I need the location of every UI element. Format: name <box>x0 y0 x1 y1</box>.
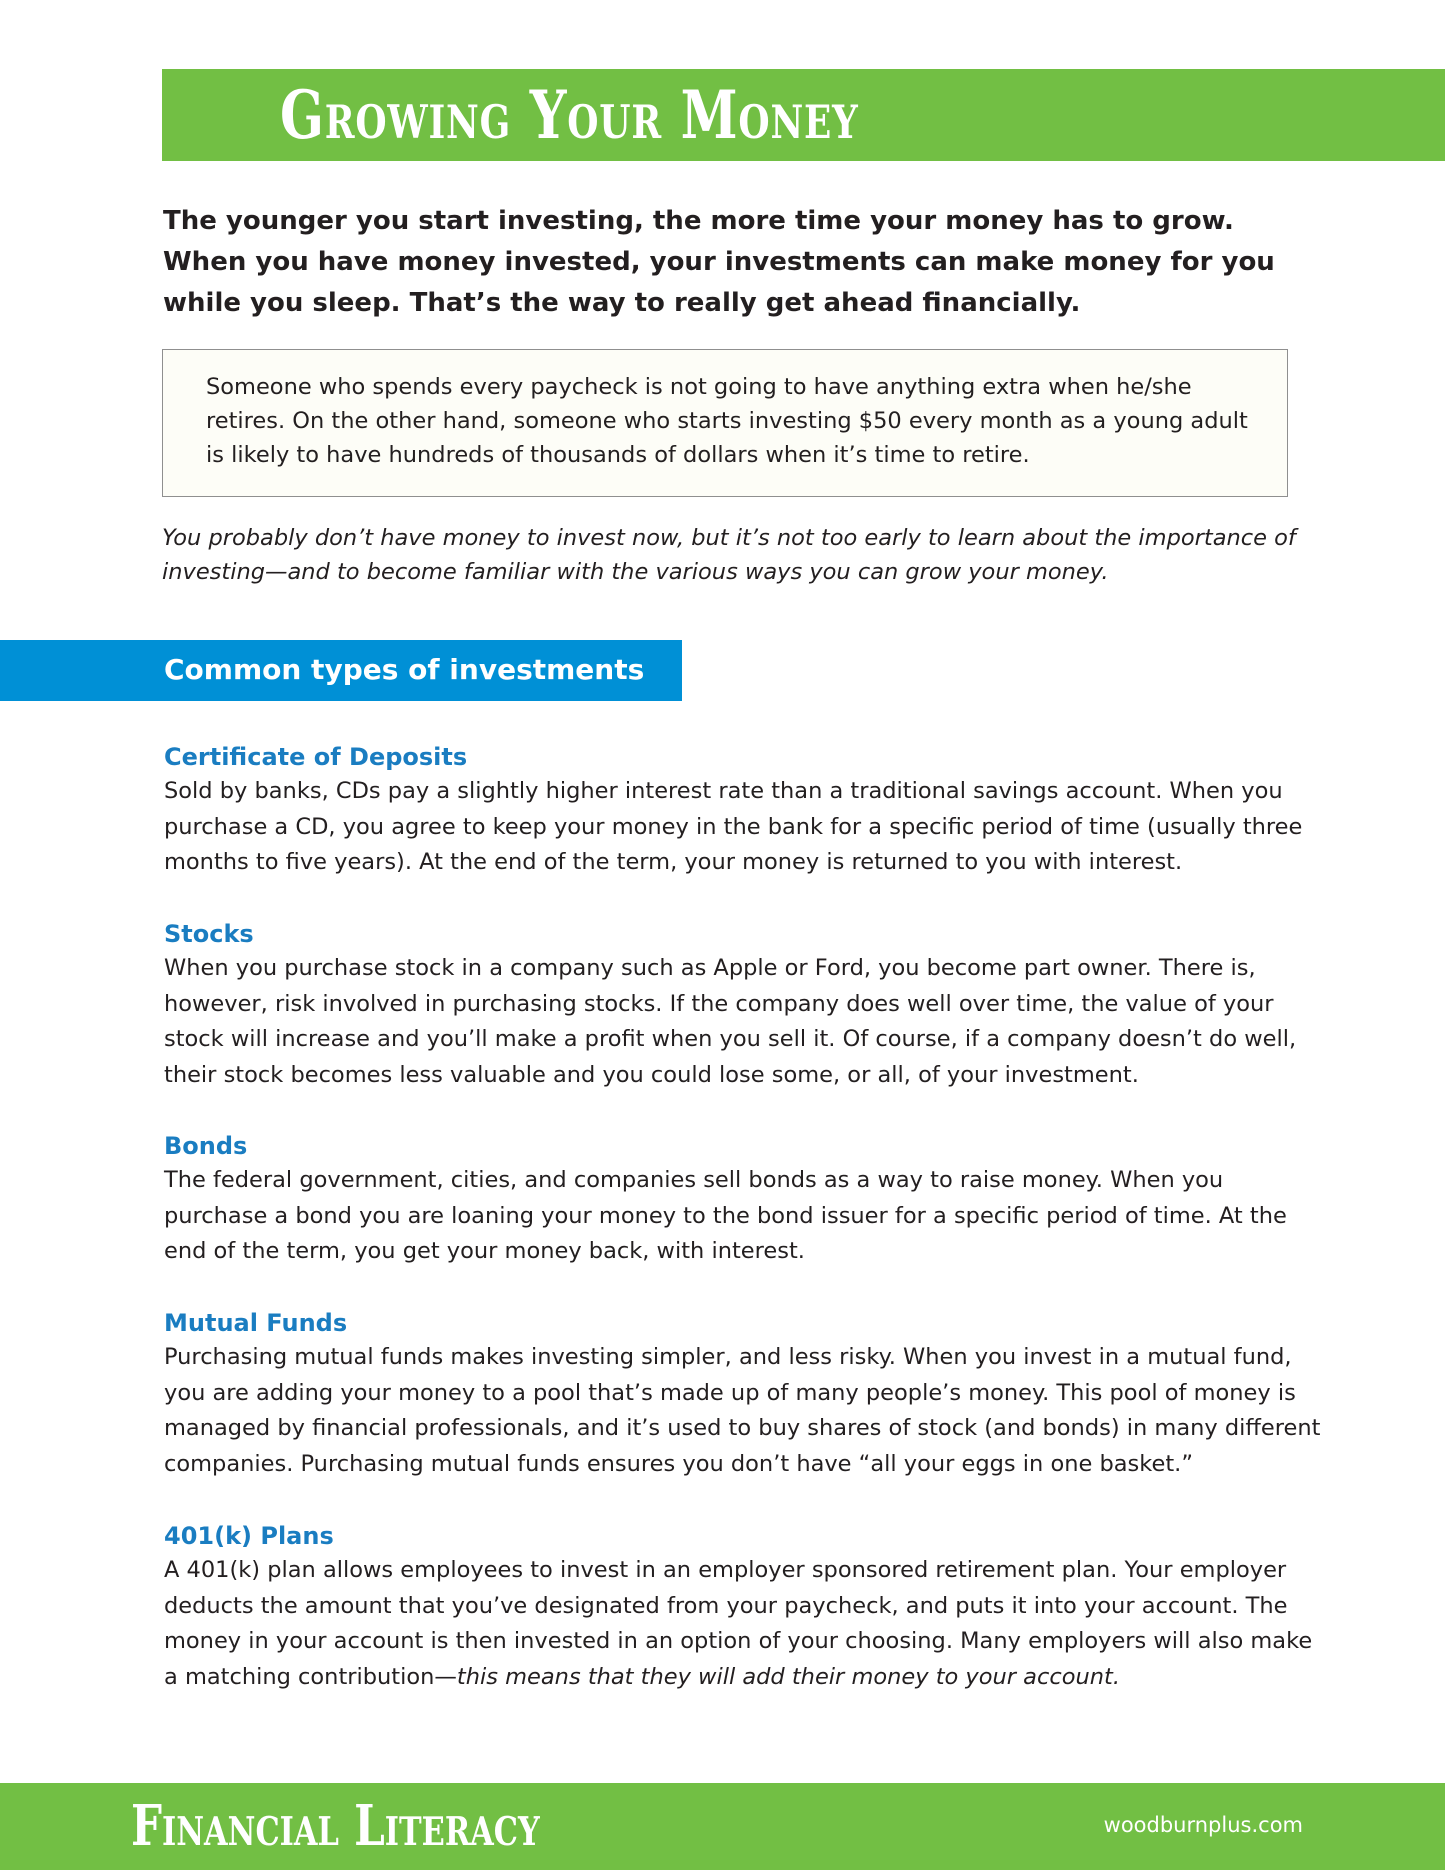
investment-cds <box>164 740 1324 881</box>
investment-401k <box>164 1519 1324 1695</box>
investment-title: Certificate of Deposits <box>164 743 468 771</box>
investment-description: Sold by banks, CDs pay a slightly higher interest rate than a traditional savings account. When you purchase a CD, you agree to keep your money in the bank for a specific period of time (usually three months to five years). At the end of the term, your money is returned to you with interest. <box>164 778 1303 875</box>
investment-title: Bonds <box>164 1132 248 1160</box>
italic-note: You probably don’t have money to invest now, but it’s not too early to learn about the importance of investing—and to become familiar with the various ways you can grow your money. <box>162 525 1296 585</box>
investment-mutual-funds <box>164 1306 1324 1482</box>
investment-title: Mutual Funds <box>164 1309 348 1337</box>
investment-title: Stocks <box>164 920 254 948</box>
callout-box <box>162 349 1288 497</box>
page-title: Growing Your Money <box>280 76 859 154</box>
investment-description: Purchasing mutual funds makes investing simpler, and less risky. When you invest in a mutual fund, you are adding your money to a pool that’s made up of many people’s money. This pool of money is managed by financial professionals, and it’s used to buy shares of stock (and bonds) in many different companies. Purchasing mutual funds ensures you don’t have “all your eggs in one basket.” <box>164 1344 1321 1477</box>
investment-description: The federal government, cities, and companies sell bonds as a way to raise money. When you purchase a bond you are loaning your money to the bond issuer for a specific period of time. At the end of the term, you get your money back, with interest. <box>164 1167 1287 1264</box>
investment-description <box>164 1553 1324 1695</box>
footer-website: woodburnplus.com <box>1103 1813 1303 1837</box>
section-title: Common types of investments <box>164 653 645 686</box>
title-banner <box>162 69 1445 161</box>
footer-bar <box>0 1783 1445 1870</box>
callout-text: Someone who spends every paycheck is not going to have anything extra when he/she retires. On the other hand, someone who starts investing $50 every month as a young adult is likely to have hundreds of thousands of dollars when it’s time to retire. <box>206 374 1248 468</box>
investment-description-main: A 401(k) plan allows employees to invest in an employer sponsored retirement plan. Your employer deducts the amount that you’ve designated from your paycheck, and puts it into your account. The money in your account is then invested in an option of your choosing. Many employers will also make a matching contribution— <box>164 1557 1313 1690</box>
investment-title: 401(k) Plans <box>164 1522 334 1550</box>
section-banner <box>0 640 682 701</box>
investment-description: When you purchase stock in a company such as Apple or Ford, you become part owner. There is, however, risk involved in purchasing stocks. If the company does well over time, the value of your stock will increase and you’ll make a profit when you sell it. Of course, if a company doesn’t do well, their stock becomes less valuable and you could lose some, or all, of your investment. <box>164 955 1297 1088</box>
footer-brand: Financial Literacy <box>131 1793 540 1859</box>
investment-description-emphasis: this means that they will add their money to your account. <box>456 1663 1120 1690</box>
intro-paragraph: The younger you start investing, the more time your money has to grow. When you have money invested, your investments can make money for you while you sleep. That’s the way to really get ahead financially. <box>163 206 1275 318</box>
investment-stocks <box>164 917 1324 1093</box>
investment-bonds <box>164 1129 1324 1270</box>
